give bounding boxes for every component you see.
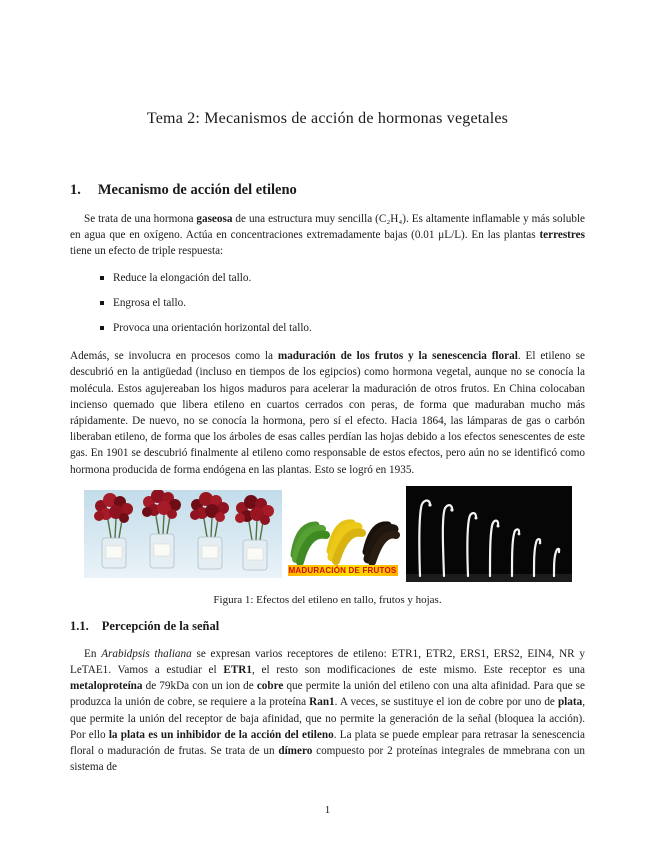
list-item-text: Engrosa el tallo. (113, 296, 187, 309)
paragraph-ethylene-history: Además, se involucra en procesos como la maduración de los frutos y la senescencia floral. El etileno se descubrió en la antigüedad (incluso en tiempos de los egipcios) como hormona vegetal, aunque no se conocía la molécula. Estos agujereaban los higos maduros para acelerar la maduración de otros frutos. En China colocaban incienso quemado que libera etileno en cuartos cerrados con peras, de forma que maduraban mucho más rápidamente. De nuevo, no se conocía la hormona, pero sí el efecto. Hacia 1864, las lámparas de gas o carbón liberaban etileno, de forma que los árboles de esas calles perdían las hojas debido a los efectos senescentes de este gas. En 1901 se descubrió finalmente al etileno como responsable de estos efectos, pero aún no se identificó como hormona producida de forma endógena en las plantas. Esto se logró en 1935. (70, 350, 585, 476)
list-item-text: Reduce la elongación del tallo. (113, 271, 252, 284)
list-item (100, 295, 585, 311)
page-number: 1 (324, 804, 331, 816)
paragraph-ethylene-intro: Se trata de una hormona gaseosa de una estructura muy sencilla (C₂H₄). Es altamente inflamable y más soluble en agua que en oxígeno. Actúa en concentraciones extremadamente bajas (0.01 μL/L). En las plantas terrestres tiene un efecto de triple respuesta: (70, 213, 585, 258)
list-item-text: Provoca una orientación horizontal del tallo. (113, 322, 312, 335)
bullet-icon (100, 301, 104, 305)
bullet-icon (100, 276, 104, 280)
subsection-number: 1.1. (70, 618, 89, 633)
list-item (100, 270, 585, 286)
figure-images-row (70, 486, 585, 582)
figure-image-seedlings (406, 486, 572, 582)
page-title: Tema 2: Mecanismos de acción de hormonas vegetales (146, 110, 509, 127)
figure-image-flowers (84, 490, 282, 578)
flowers-photo (84, 490, 282, 578)
section-title: Mecanismo de acción del etileno (97, 182, 297, 198)
figure-image-bananas (288, 499, 400, 575)
bullet-icon (100, 326, 104, 330)
paragraph-signal-perception: En Arabidpsis thaliana se expresan varios receptores de etileno: ETR1, ETR2, ERS1, ERS2, EIN4, NR y LeTAE1. Vamos a estudiar el ETR1, el resto son modificaciones de este mismo. Este receptor es una metaloproteína de 79kDa con un ion de cobre que permite la unión del etileno con una alta afinidad. Para que se produzca la unión de cobre, se requiere a la proteína Ran1. A veces, se sustituye el ion de cobre por uno de plata, que permite la unión del receptor de baja afinidad, que no permite la generación de la señal (bloquea la acción). Por ello la plata es un inhibidor de la acción del etileno. La plata se puede emplear para retrasar la senescencia floral o maduración de frutas. Se trata de un dímero compuesto por 2 proteínas integrales de mmebrana con un sistema de (70, 647, 585, 774)
banana-ripening-label: MADURACIÓN DE FRUTOS (288, 565, 397, 575)
subsection-heading (70, 619, 585, 634)
subsection-title: Percepción de la señal (101, 618, 220, 633)
figure-1 (70, 486, 585, 606)
bananas-photo (288, 499, 400, 569)
triple-response-list (70, 270, 585, 337)
section-heading (70, 182, 585, 199)
list-item (100, 320, 585, 336)
seedlings-photo (406, 486, 572, 582)
section-number: 1. (70, 182, 81, 198)
figure-caption: Figura 1: Efectos del etileno en tallo, frutos y hojas. (213, 593, 442, 606)
